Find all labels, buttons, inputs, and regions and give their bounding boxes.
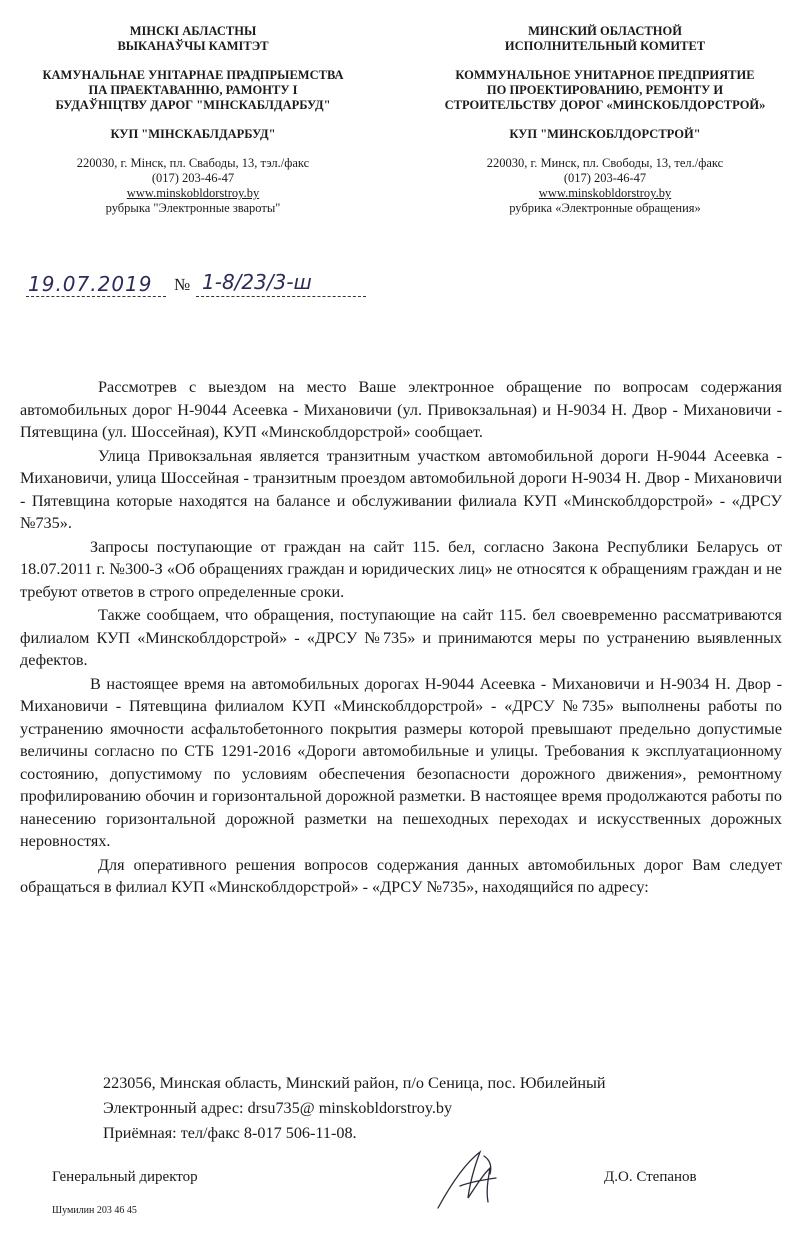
header-by-short: КУП "МІНСКАБЛДАРБУД": [110, 127, 276, 141]
header-ru-org3: СТРОИТЕЛЬСТВУ ДОРОГ «МИНСКОБЛДОРСТРОЙ»: [444, 98, 766, 112]
signatory-title: Генеральный директор: [52, 1169, 198, 1185]
paragraph-6: Для оперативного решения вопросов содержания данных автомобильных дорог Вам следует обращаться в филиал КУП «Минскоблдорстрой» - «ДРСУ №735», находящийся по адресу:: [20, 855, 782, 896]
header-by-rubric: рубрыка "Электронные звароты": [105, 201, 281, 215]
header-by-org1: КАМУНАЛЬНАЕ УНІТАРНАЕ ПРАДПРЫЕМСТВА: [42, 68, 344, 82]
contact-address: 223056, Минская область, Минский район, п/о Сеница, пос. Юбилейный: [103, 1074, 606, 1092]
header-ru-rubric: рубрика «Электронные обращения»: [509, 201, 701, 215]
letter-body: [20, 376, 782, 900]
header-ru-address: 220030, г. Минск, пл. Свободы, 13, тел./факс: [486, 156, 724, 170]
signatory-name: Д.О. Степанов: [604, 1169, 697, 1185]
header-ru-line2: ИСПОЛНИТЕЛЬНЫЙ КОМИТЕТ: [504, 39, 706, 53]
header-russian: [420, 24, 790, 216]
registration-number: 1-8/23/3-ш: [202, 270, 312, 294]
date-underline: [26, 296, 166, 297]
header-by-line2: ВЫКАНАЎЧЫ КАМІТЭТ: [117, 39, 269, 53]
header-ru-phone: (017) 203-46-47: [563, 171, 647, 185]
header-by-address: 220030, г. Мінск, пл. Свабоды, 13, тэл./факс: [76, 156, 310, 170]
contact-email: Электронный адрес: drsu735@ minskobldorstroy.by: [103, 1099, 453, 1117]
header-ru-line1: МИНСКИЙ ОБЛАСТНОЙ: [528, 24, 682, 38]
registration-number-label: №: [174, 275, 191, 294]
header-by-line1: МІНСКІ АБЛАСТНЫ: [129, 24, 257, 38]
executor-note: Шумилин 203 46 45: [52, 1205, 137, 1216]
paragraph-2: Улица Привокзальная является транзитным участком автомобильной дороги Н-9044 Асеевка - Михановичи, улица Шоссейная - транзитным проездом автомобильной дороги Н-9034 Н. Двор - Михановичи - Пятевщина которые находятся на балансе и обслуживании филиала КУП «Минскоблдорстрой» - «ДРСУ №735».: [20, 446, 782, 532]
registration-date: 19.07.2019: [28, 272, 153, 296]
handwritten-signature: [430, 1146, 520, 1216]
contact-reception: Приёмная: тел/факс 8-017 506-11-08.: [103, 1124, 357, 1142]
header-by-org3: БУДАЎНІЦТВУ ДАРОГ "МІНСКАБЛДАРБУД": [55, 98, 331, 112]
header-ru-site-link[interactable]: www.minskobldorstroy.by: [538, 186, 672, 200]
paragraph-4: Также сообщаем, что обращения, поступающие на сайт 115. бел своевременно рассматриваются филиалом КУП «Минскоблдорстрой» - «ДРСУ №735» и принимаются меры по устранению выявленных дефектов.: [20, 606, 782, 669]
header-belarusian: [18, 24, 368, 216]
paragraph-5: В настоящее время на автомобильных дорогах Н-9044 Асеевка - Михановичи и Н-9034 Н. Двор - Михановичи - Пятевщина филиалом КУП «Минскоблдорстрой» - «ДРСУ №735» выполнены работы по устранению ямочности асфальтобетонного покрытия размеры которой превышают предельно допустимые величины согласно по СТБ 1291-2016 «Дороги автомобильные и улицы. Требования к эксплуатационному состоянию, допустимому по условиям обеспечения безопасности дорожного движения», ремонтному профилированию обочин и горизонтальной дорожной разметки. В настоящее время продолжаются работы по нанесению горизонтальной дорожной разметки на пешеходных переходах и искусственных дорожных неровностях.: [20, 674, 782, 850]
header-by-org2: ПА ПРАЕКТАВАННЮ, РАМОНТУ І: [88, 83, 298, 97]
registration-line: [26, 266, 366, 300]
header-by-phone: (017) 203-46-47: [151, 171, 235, 185]
header-by-site-link[interactable]: www.minskobldorstroy.by: [126, 186, 260, 200]
paragraph-1: Рассмотрев с выездом на место Ваше электронное обращение по вопросам содержания автомобильных дорог Н-9044 Асеевка - Михановичи (ул. Привокзальная) и Н-9034 Н. Двор - Михановичи - Пятевщина (ул. Шоссейная), КУП «Минскоблдорстрой» сообщает.: [20, 378, 782, 441]
header-ru-org2: ПО ПРОЕКТИРОВАНИЮ, РЕМОНТУ И: [486, 83, 724, 97]
header-ru-org1: КОММУНАЛЬНОЕ УНИТАРНОЕ ПРЕДПРИЯТИЕ: [455, 68, 755, 82]
number-underline: [196, 296, 366, 297]
paragraph-3: Запросы поступающие от граждан на сайт 115. бел, согласно Закона Республики Беларусь от 18.07.2011 г. №300-З «Об обращениях граждан и юридических лиц» не относятся к обращениям граждан и не требуют ответов в строго определенные сроки.: [20, 537, 782, 601]
header-ru-short: КУП "МИНСКОБЛДОРСТРОЙ": [509, 127, 701, 141]
